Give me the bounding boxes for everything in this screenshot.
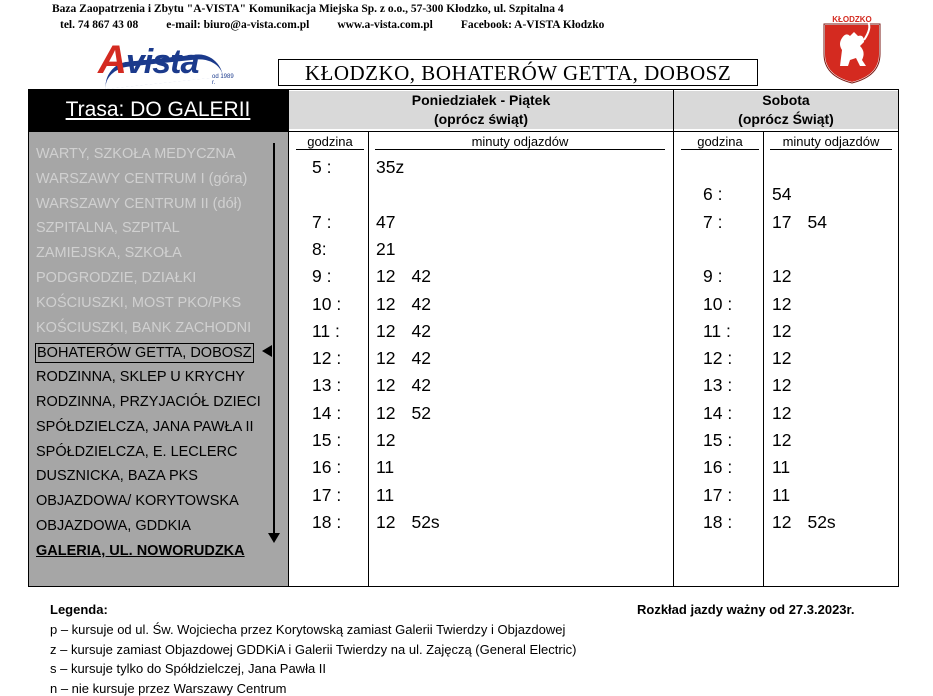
departure-minute: 42 xyxy=(411,320,431,341)
saturday-minutes xyxy=(772,512,852,533)
stop-title: KŁODZKO, BOHATERÓW GETTA, DOBOSZ xyxy=(278,59,758,86)
weekday-hour: 13 : xyxy=(312,375,342,396)
saturday-minutes xyxy=(772,266,807,287)
saturday-hour: 12 : xyxy=(703,348,733,369)
departure-minute: 21 xyxy=(376,238,396,259)
weekday-minutes xyxy=(376,157,420,178)
departure-minute: 12 xyxy=(376,320,396,341)
website-address: www.a-vista.com.pl xyxy=(337,19,433,31)
crest-label: KŁODZKO xyxy=(832,15,872,24)
route-stop: SZPITALNA, SZPITAL xyxy=(36,220,180,237)
route-heading: Trasa: DO GALERII xyxy=(28,89,288,131)
email-address: e-mail: biuro@a-vista.com.pl xyxy=(166,19,310,31)
departure-minute: 17 xyxy=(772,211,792,232)
saturday-minutes xyxy=(772,403,807,424)
departure-minute: 12 xyxy=(772,375,792,396)
current-stop: BOHATERÓW GETTA, DOBOSZ xyxy=(37,345,252,362)
legend-item: s – kursuje tylko do Spółdzielczej, Jana Pawła II xyxy=(50,661,327,676)
saturday-minutes-header: minuty odjazdów xyxy=(770,134,892,150)
weekday-minutes xyxy=(376,212,411,233)
saturday-hour: 17 : xyxy=(703,484,733,505)
legend-title: Legenda: xyxy=(50,602,108,617)
departure-minute: 12 xyxy=(772,430,792,450)
departure-minute: 35z xyxy=(376,157,405,177)
legend-item: z – kursuje zamiast Objazdowej GDDKiA i Galerii Twierdzy na ul. Zajęczą (General Electric) xyxy=(50,641,577,657)
weekday-hour: 9 : xyxy=(312,266,332,287)
departure-minute: 11 xyxy=(772,484,791,505)
weekday-minutes xyxy=(376,430,411,451)
departure-minute: 12 xyxy=(772,293,792,314)
logo-text: Avista xyxy=(98,38,199,82)
departure-minute: 12 xyxy=(376,375,396,396)
weekday-minutes xyxy=(376,485,410,506)
weekday-hour: 5 : xyxy=(312,157,332,177)
departure-minute: 12 xyxy=(772,402,792,423)
weekday-hour: 15 : xyxy=(312,430,342,450)
saturday-hour: 18 : xyxy=(703,511,733,532)
weekday-minutes xyxy=(376,266,447,287)
saturday-hour: 13 : xyxy=(703,375,733,396)
saturday-minutes xyxy=(772,212,843,233)
departure-minute: 42 xyxy=(411,266,431,287)
day-divider xyxy=(673,89,674,587)
departure-minute: 11 xyxy=(376,484,395,505)
destination-stop: GALERIA, UL. NOWORUDZKA xyxy=(36,542,245,559)
departure-minute: 12 xyxy=(376,402,396,423)
weekday-minutes xyxy=(376,321,447,342)
phone-number: tel. 74 867 43 08 xyxy=(60,19,139,31)
route-stop: SPÓŁDZIELCZA, E. LECLERC xyxy=(36,443,238,460)
saturday-hour: 7 : xyxy=(703,211,723,232)
route-stop: WARTY, SZKOŁA MEDYCZNA xyxy=(36,146,236,162)
legend-item: p – kursuje od ul. Św. Wojciecha przez Korytowską zamiast Galerii Twierdzy i Objazdowej xyxy=(50,622,566,637)
route-stop: WARSZAWY CENTRUM I (góra) xyxy=(36,170,248,187)
saturday-heading: Sobota (oprócz Świąt) xyxy=(674,91,898,129)
route-stop: RODZINNA, PRZYJACIÓŁ DZIECI xyxy=(36,394,261,410)
company-address: Baza Zaopatrzenia i Zbytu "A-VISTA" Komunikacja Miejska Sp. z o.o., 57-300 Kłodzko, ul. Szpitalna 4 xyxy=(52,3,564,15)
weekday-hour: 11 : xyxy=(312,320,340,341)
departure-minute: 52 xyxy=(411,402,431,423)
saturday-hour: 11 : xyxy=(703,320,731,341)
legend-item: n – nie kursuje przez Warszawy Centrum xyxy=(50,680,287,696)
weekday-minutes xyxy=(376,512,456,533)
saturday-minutes xyxy=(772,348,807,369)
route-stop: WARSZAWY CENTRUM II (dół) xyxy=(36,195,242,212)
departure-minute: 12 xyxy=(376,511,396,532)
route-stop: PODGRODZIE, DZIAŁKI xyxy=(36,270,197,286)
saturday-minutes xyxy=(772,294,807,315)
departure-minute: 12 xyxy=(772,320,792,341)
departure-minute: 42 xyxy=(411,348,431,369)
saturday-col-divider xyxy=(763,131,764,587)
departure-minute: 54 xyxy=(807,211,827,232)
current-stop-pointer-icon xyxy=(262,345,272,357)
route-stop: KOŚCIUSZKI, MOST PKO/PKS xyxy=(36,294,242,311)
saturday-hour: 10 : xyxy=(703,293,733,314)
saturday-minutes xyxy=(772,375,807,396)
departure-minute: 52s xyxy=(411,511,440,532)
saturday-minutes xyxy=(772,430,807,451)
weekday-hour: 14 : xyxy=(312,402,342,423)
route-direction-arrow-icon xyxy=(268,533,280,543)
weekday-hour: 17 : xyxy=(312,484,342,505)
saturday-minutes xyxy=(772,457,806,478)
departure-minute: 12 xyxy=(772,348,792,369)
departure-minute: 11 xyxy=(376,457,395,478)
saturday-hour: 15 : xyxy=(703,430,733,450)
departure-minute: 52s xyxy=(807,511,836,532)
departure-minute: 11 xyxy=(772,457,791,478)
departure-minute: 12 xyxy=(376,348,396,369)
header-divider xyxy=(288,131,899,132)
weekday-minutes xyxy=(376,403,447,424)
saturday-hour: 9 : xyxy=(703,266,723,287)
departure-minute: 42 xyxy=(411,375,431,396)
weekday-minutes xyxy=(376,294,447,315)
klodzko-crest-icon xyxy=(820,14,884,84)
departure-minute: 12 xyxy=(376,293,396,314)
logo-since: od 1989 r. xyxy=(212,74,234,86)
route-stop: OBJAZDOWA/ KORYTOWSKA xyxy=(36,493,239,510)
route-stop: SPÓŁDZIELCZA, JANA PAWŁA II xyxy=(36,418,254,435)
route-stop: OBJAZDOWA, GDDKIA xyxy=(36,518,191,534)
weekday-minutes xyxy=(376,457,410,478)
weekday-minutes xyxy=(376,348,447,369)
departure-minute: 12 xyxy=(772,511,792,532)
saturday-hour: 16 : xyxy=(703,457,733,478)
departure-minute: 42 xyxy=(411,293,431,314)
saturday-hour: 6 : xyxy=(703,184,723,205)
route-stop: DUSZNICKA, BAZA PKS xyxy=(36,468,198,485)
weekday-minutes-header: minuty odjazdów xyxy=(375,134,665,150)
departure-minute: 12 xyxy=(376,266,396,287)
weekday-hour: 7 : xyxy=(312,211,332,232)
route-direction-line xyxy=(273,143,275,535)
avista-logo xyxy=(98,38,238,84)
weekday-hour: 16 : xyxy=(312,457,342,478)
weekday-hour: 12 : xyxy=(312,348,342,369)
saturday-minutes xyxy=(772,485,806,506)
weekday-hour-header: godzina xyxy=(296,134,364,150)
saturday-minutes xyxy=(772,184,807,205)
departure-minute: 12 xyxy=(376,430,396,450)
weekday-hour: 8: xyxy=(312,238,327,259)
route-stop: RODZINNA, SKLEP U KRYCHY xyxy=(36,369,245,386)
facebook-name: Facebook: A-VISTA Kłodzko xyxy=(460,19,605,31)
weekday-minutes xyxy=(376,375,447,396)
saturday-hour: 14 : xyxy=(703,402,733,423)
weekday-hour: 18 : xyxy=(312,511,342,532)
company-contacts xyxy=(60,19,760,31)
route-stop: KOŚCIUSZKI, BANK ZACHODNI xyxy=(36,319,252,336)
validity-date: Rozkład jazdy ważny od 27.3.2023r. xyxy=(637,602,855,617)
weekday-minutes xyxy=(376,239,411,260)
departure-minute: 54 xyxy=(772,184,792,205)
route-stop: ZAMIEJSKA, SZKOŁA xyxy=(36,245,182,262)
departure-minute: 47 xyxy=(376,211,396,232)
saturday-minutes xyxy=(772,321,807,342)
departure-minute: 12 xyxy=(772,266,792,287)
weekday-hour: 10 : xyxy=(312,293,342,314)
weekday-heading: Poniedziałek - Piątek (oprócz świąt) xyxy=(289,91,673,129)
saturday-hour-header: godzina xyxy=(681,134,759,150)
